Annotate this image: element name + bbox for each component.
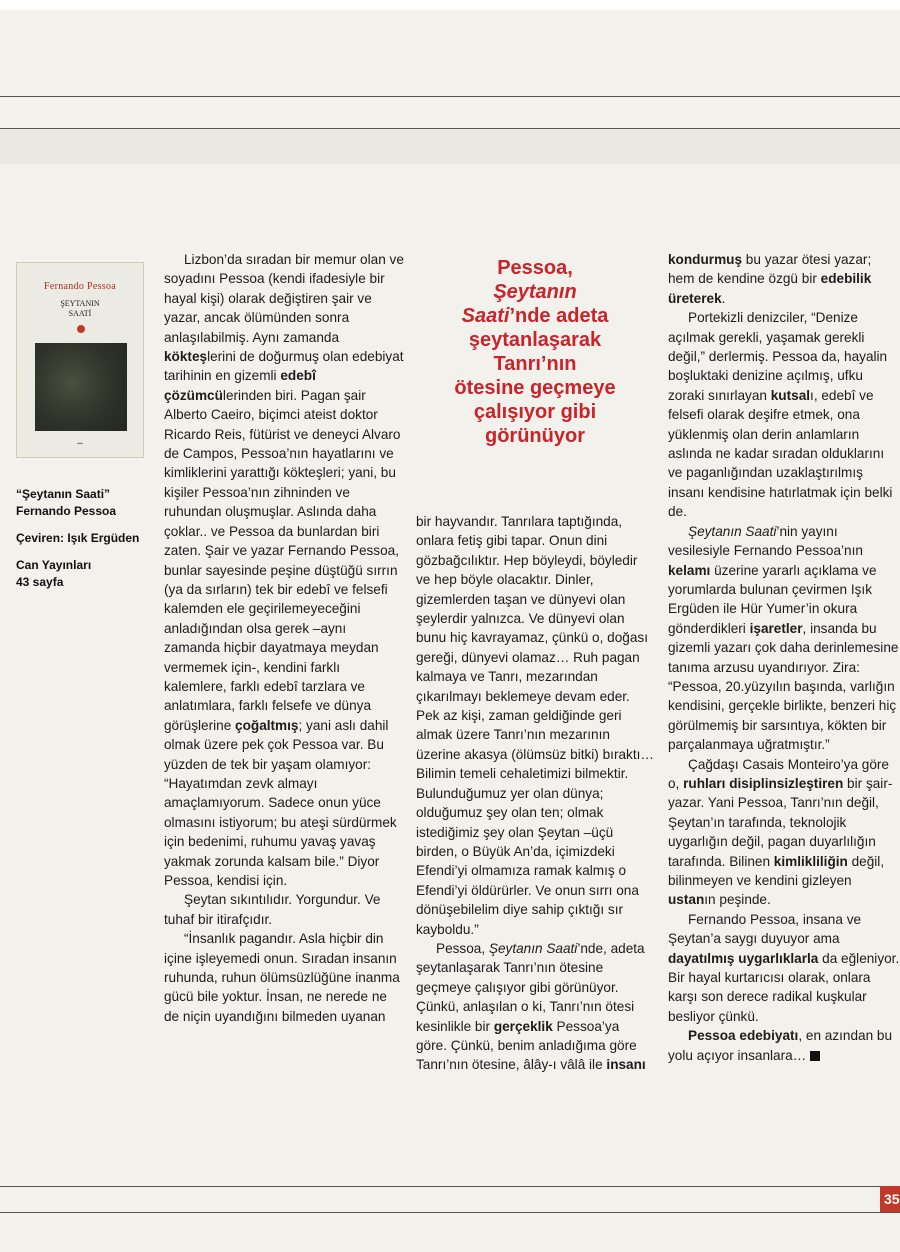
col3-paragraph-1: kondurmuş bu yazar ötesi yazar; hem de kendine özgü bir edebilik üreterek. [668,252,872,306]
col3-paragraph-6: Pessoa edebiyatı, en azından bu yolu açıyor insanlara… [668,1028,893,1063]
cover-title [17,299,143,319]
header-rule-bottom [0,128,900,129]
page-number: 35 [880,1186,900,1212]
end-mark-icon [810,1051,820,1061]
col2-paragraph-1: bir hayvandır. Tanrılara taptığında, onlara fetiş gibi tapar. Onun dini gözbağcılıktır. Hep böyleydi, böyledir ve hep böyle olacaktır. Dinler, gizemlerden taşan ve dünyevi olan şeylerdir yalnızca. Ve dünyevi olan bunu hiç kavrayamaz, çünkü o, doğası gereği, dünyevi olamaz… Ruh pagan kalmaya ve Tanrı, mezarından çıkarılmayı beklemeye devam eder. Pek az kişi, zaman geldiğinde geri almak üzere Tanrı’nın mezarının üzerine akasya (ölümsüz bitki) bıraktı… Bilimin temeli cehaletimizi bilmektir. Bulunduğumuz yer olan dünya; olduğumuz şey olan ten; olmak istediğimiz şey olan Şeytan –üçü birden, o Büyük An’da, içimizdeki Efendi’yi olmamıza ramak kalmış o Efendi’yi öldürürler. Ve onun sırrı ona dönüşebilelim diye sahip çıktığı sır kayboldu.” [416,514,654,937]
cover-title-line1: ŞEYTANIN [60,299,100,308]
pull-quote-line: Şeytanın [493,281,577,303]
col3-paragraph-4: Çağdaşı Casais Monteiro’ya göre o, ruhları disiplinsizleştiren bir şair-yazar. Yani Pessoa, Tanrı’nın değil, Şeytan’ın tarafında, teknolojik uygarlığın değil, pagan duyarlılığın tarafında. Bilinen kimlikliliğin değil, bilinmeyen ve kendini gizleyen ustanın peşinde. [668,756,893,908]
book-publisher: Can Yayınları [16,558,92,572]
footer-rule-bottom [0,1212,900,1213]
book-pages: 43 sayfa [16,575,64,589]
column-3 [668,250,900,1065]
col3-paragraph-5: Fernando Pessoa, insana ve Şeytan’a saygı duyuyor ama dayatılmış uygarlıklarla da eğleniyor. Bir hayal kurtarıcısı olarak, onlara karşı son derece radikal kuşkular besliyor çünkü. [668,911,900,1024]
cover-author: Fernando Pessoa [44,281,116,292]
publisher-logo-icon [77,325,85,333]
book-publisher-pages [16,557,151,591]
cover-publisher-mark: ▪▪▪ [77,441,83,447]
pull-quote-line: Tanrı’nın [493,353,577,375]
cover-artwork [35,343,127,431]
book-title: “Şeytanın Saati” [16,487,111,501]
pull-quote-line: görünüyor [485,425,585,447]
col1-paragraph-1: Lizbon’da sıradan bir memur olan ve soyadını Pessoa (kendi ifadesiyle bir hayal kişi) olarak değiştiren şair ve yazar, ancak ölümünden sonra anlaşılabilmiş. Aynı zamanda kökteşlerini de doğurmuş olan edebiyat tarihinin en gizemli edebî çözümcülerinden biri. Pagan şair Alberto Caeiro, biçimci ateist doktor Ricardo Reis, fütürist ve deneyci Alvaro de Campos, Pessoa’nın hayatlarını ve kimliklerini yarattığı kökteşleri; yani, bu kişiler Pessoa’nın zihninden ve ruhundan oluşmuşlar. Aslında daha çoklar.. ve Pessoa da bunlardan biri zaten. Şair ve yazar Fernando Pessoa, bunlar sayesinde peşine düştüğü sırrın (ya da sırların) tek bir edebî ve felsefi kalemden ele geçirilemeyeceğini anladığından olsa gerek –aynı zamanda hiçbir dayatmaya meydan vermemek için-, kendini farklı kalemlere, farklı edebî tarzlara ve anlatımlara, farklı felsefe ve dünya görüşlerine çoğaltmış; yani aslı dahil olmak üzere pek çok Pessoa var. Bu yüzden de tek bir yaşam olamıyor: “Hayatımdan zevk almayı amaçlamıyorum. Sadece onun yüce olmasını istiyorum; bu ateşi sürdürmek için bedenimi, ruhumu yavaş yavaş yakmak zorunda kalsam bile.” Diyor Pessoa, kendisi için. [164,252,404,888]
pull-quote-line: şeytanlaşarak [468,329,602,351]
book-cover [16,262,144,458]
pull-quote [416,256,654,448]
footer-rule-top [0,1186,900,1187]
book-translator: Çeviren: Işık Ergüden [16,531,140,545]
header-band [0,128,900,164]
col1-paragraph-3: “İnsanlık pagandır. Asla hiçbir din içine işleyemedi onun. Sıradan insanın ruhunda, ruhun ölümsüzlüğüne inanma gücü bile yoktur. İnsan, ne nerede ne de niçin uyandığını bilmeden uyanan [164,931,400,1024]
header-rule-top [0,96,900,97]
col3-paragraph-3: Şeytanın Saati’nin yayını vesilesiyle Fernando Pessoa’nın kelamı üzerine yararlı açıklama ve yorumlarda bulunan çevirmen Işık Ergüden ile Hür Yumer’in okura gönderdikleri işaretler, insanda bu gizemli yazarı çok daha derinlemesine tanıma arzusu uyandırıyor. Zira: “Pessoa, 20.yüzyılın başında, varlığın kendisini, gerçekle birlikte, benzeri hiç görülmemiş bir sarsıntıya, kökten bir parçalanmaya uğratmıştır.” [668,523,899,753]
pull-quote-line: ötesine geçmeye [454,377,616,399]
pull-quote-line: Pessoa, [497,257,573,279]
column-1 [164,250,404,1026]
col1-paragraph-2: Şeytan sıkıntılıdır. Yorgundur. Ve tuhaf bir itirafçıdır. [164,892,381,927]
pull-quote-line: Saati’nde adeta [461,305,609,327]
col2-paragraph-2: Pessoa, Şeytanın Saati’nde, adeta şeytanlaşarak Tanrı’nın ötesine geçmeye çalışıyor gibi görünüyor. Çünkü, anlaşılan o ki, Tanrı’nın ötesi kesinlikle bir gerçeklik Pessoa’ya göre. Çünkü, benim anladığıma göre Tanrı’nın ötesine, âlây-ı vâlâ ile insanı [416,940,646,1073]
col3-paragraph-2: Portekizli denizciler, “Denize açılmak gerekli, yaşamak gerekli değil,” derlermiş. Pessoa da, hayalin boşluktaki denizine açılmış, ufku zoraki sınırlayan kutsalı, edebî ve felsefi olarak deşifre etmek, ona yüklenmiş olan derin anlamların aslında ne kadar sıradan olduklarını ve paganlığından uzaklaştırılmış insanı kendisine hatırlatmak için belki de. [668,310,893,520]
top-margin [0,0,900,10]
book-info-title-author [16,486,151,520]
pull-quote-line: çalışıyor gibi [473,401,597,423]
book-author: Fernando Pessoa [16,504,117,518]
column-2 [416,512,654,1075]
cover-title-line2: SAATİ [68,309,92,318]
book-info [16,486,151,601]
